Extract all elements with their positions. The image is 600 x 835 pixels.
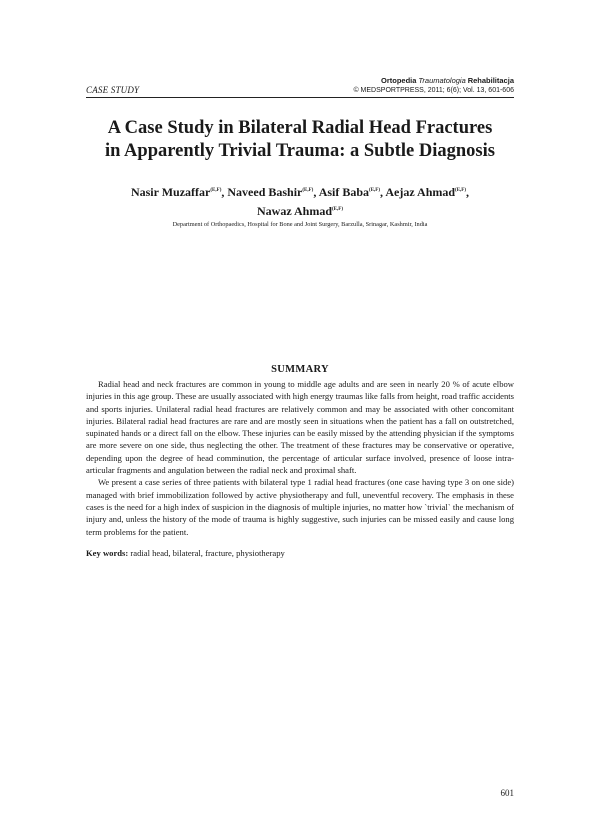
keywords — [86, 548, 514, 558]
author-role: (E,F) — [369, 188, 381, 193]
author-name: Naveed Bashir — [227, 185, 303, 199]
author-role: (E,F) — [332, 207, 343, 212]
journal-name-italic: Traumatologia — [418, 76, 466, 85]
author-name: Aejaz Ahmad — [385, 185, 456, 199]
author-role: (E,F) — [210, 188, 222, 193]
author — [131, 185, 227, 199]
abstract — [86, 378, 514, 538]
author-list — [80, 182, 520, 220]
keywords-text: radial head, bilateral, fracture, physiotherapy — [130, 548, 285, 558]
affiliation: Department of Orthopaedics, Hospital for Bone and Joint Surgery, Barzulla, Srinagar, Kashmir, India — [172, 221, 428, 228]
abstract-paragraph-1: Radial head and neck fractures are common in young to middle age adults and are seen in nearly 20 % of acute elbow injuries in this age group. These are usually associated with high energy traumas like falls from height, road traffic accidents and sports injuries. Unilateral radial head fractures are relatively common and may be associated with other concomitant injuries. Bilateral radial head fractures are rare and are mostly seen in situations when the patient has a fall on outstretched, supinated hands or a direct fall on the elbow. These injuries can be easily missed by the attending physician if the symptoms are more severe on one side, thus neglecting the other. The treatment of these fractures may be conservative or operative, depending upon the degree of head comminution, the percentage of articular surface involved, presence of loose intra-articular fragments and angulation between the radial neck and proximal shaft. — [86, 379, 514, 476]
section-label: CASE STUDY — [86, 85, 140, 95]
author — [257, 204, 343, 218]
author — [319, 185, 386, 199]
author-separator: , — [313, 185, 319, 199]
journal-info: © MEDSPORTPRESS, 2011; 6(6); Vol. 13, 601-606 — [353, 87, 514, 94]
journal-header — [353, 76, 514, 95]
summary-heading: SUMMARY — [271, 364, 329, 375]
author-name: Asif Baba — [318, 185, 370, 199]
journal-name — [353, 76, 514, 86]
author-role: (E,F) — [455, 188, 467, 193]
author-name: Nawaz Ahmad — [257, 204, 333, 218]
keywords-label: Key words: — [86, 548, 129, 558]
paper-title — [70, 117, 530, 163]
author-name: Nasir Muzaffar — [130, 185, 211, 199]
abstract-paragraph-2: We present a case series of three patients with bilateral type 1 radial head fractures (one case having type 3 on one side) managed with brief immobilization followed by active physiotherapy and full, uneventful recovery. The emphasis in these cases is the need for a high index of suspicion in the diagnosis of multiple injuries, no matter how `trivial` the mechanism of injury and, unless the history of the mode of trauma is highly suggestive, such injuries can be missed easily and cause long term problems for the patient. — [86, 477, 514, 537]
author — [385, 185, 469, 199]
author-separator: , — [380, 185, 386, 199]
page-number: 601 — [500, 788, 514, 798]
author-role: (E,F) — [302, 188, 314, 193]
title-line-2: in Apparently Trivial Trauma: a Subtle Diagnosis — [105, 141, 495, 161]
author-separator: , — [466, 185, 470, 199]
author-separator: , — [221, 185, 228, 199]
header-rule — [86, 97, 514, 98]
journal-name-bold: Ortopedia — [381, 76, 417, 85]
title-line-1: A Case Study in Bilateral Radial Head Fractures — [107, 118, 493, 138]
journal-name-end: Rehabilitacja — [467, 76, 514, 85]
author — [227, 185, 318, 199]
